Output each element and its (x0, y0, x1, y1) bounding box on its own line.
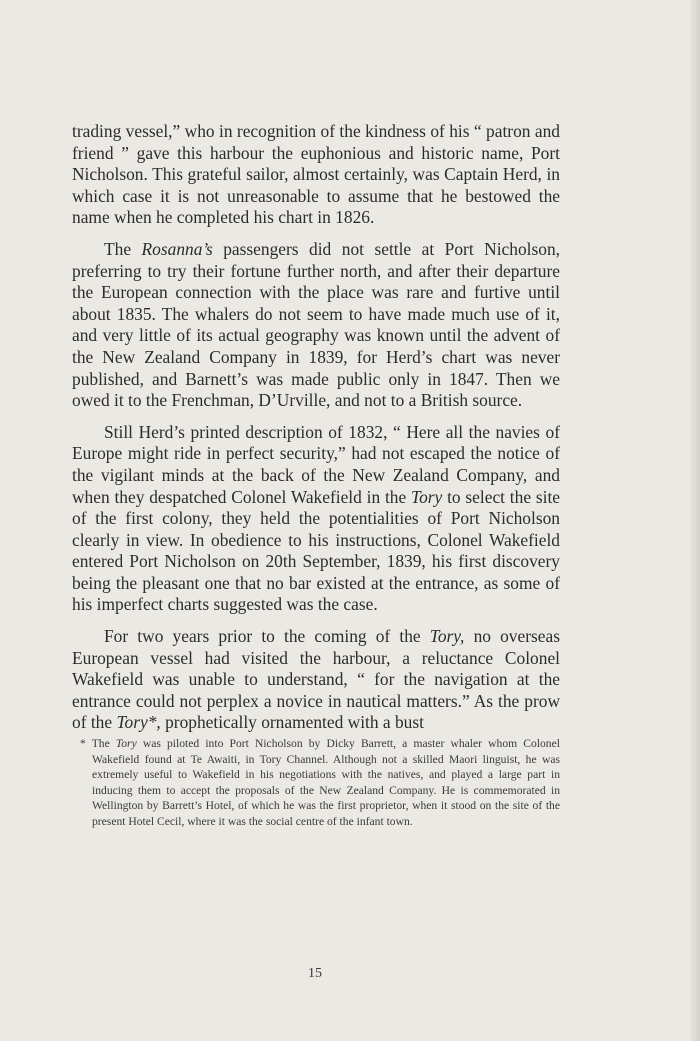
text-run: trading vessel,” who in recognition of the kindness of his “ patron and friend ” gave this harbour the euphonious and historic name, Port Nicholson. This grateful sailor, almost certainly, was Captain Herd, in which case it is not unreasonable to assume that he bestowed the name when he completed his chart in 1826. (72, 121, 560, 228)
page-number: 15 (308, 966, 322, 981)
text-run: was piloted into Port Nicholson by Dicky Barrett, a master whaler whom Colonel Wakefield found at Te Awaiti, in Tory Channel. Although not a skilled Maori linguist, he was extremely useful to Wakefield in his negotiations with the natives, and played a large part in inducing them to accept the proposals of the New Zealand Company. He is commemorated in Wellington by Barrett’s Hotel, of which he was the first proprietor, when it stood on the site of the present Hotel Cecil, where it was the social centre of the infant town. (92, 737, 560, 828)
italic-text-run: Tory (115, 737, 137, 751)
paragraph-3 (72, 422, 560, 616)
text-run: to select the site of the first colony, they held the potentialities of Port Nicholson clearly in view. In obedience to his instructions, Colonel Wakefield entered Port Nicholson on 20th September, 1839, his first discovery being the pleasant one that no bar existed at the entrance, as some of his imperfect charts suggested was the case. (72, 486, 560, 615)
paragraph-1 (72, 121, 560, 229)
footnote (72, 736, 560, 830)
italic-text-run: Tory (411, 486, 443, 507)
text-run: no overseas European vessel had visited the harbour, a reluctance Colonel Wakefield was unable to understand, “ for the navigation at the entrance could not perplex a novice in nautical matters.” As the prow of the (72, 626, 560, 733)
italic-text-run: Tory, (429, 626, 465, 647)
paragraph-2 (72, 239, 560, 412)
text-run: passengers did not settle at Port Nicholson, preferring to try their fortune further north, and after their departure the European connection with the place was rare and furtive until about 1835. The whalers do not seem to have made much use of it, and very little of its actual geography was known until the advent of the New Zealand Company in 1839, for Herd’s chart was never published, and Barnett’s was made public only in 1847. Then we owed it to the Frenchman, D’Urville, and not to a British source. (72, 238, 560, 411)
italic-text-run: Tory*, (116, 712, 161, 733)
text-run: For two years prior to the coming of the (104, 626, 430, 647)
paragraph-4 (72, 626, 560, 734)
page-edge-shadow (690, 0, 700, 1041)
text-run: The (104, 238, 142, 259)
text-run: prophetically ornamented with a bust (160, 712, 424, 733)
text-run: * The (80, 737, 116, 751)
text-run: Still Herd’s printed description of 1832, “ Here all the navies of Europe might ride in perfect security,” had not escaped the notice of the vigilant minds at the back of the New Zealand Company, and when they despatched Colonel Wakefield in the (72, 421, 560, 507)
page-body (72, 121, 560, 830)
italic-text-run: Rosanna’s (141, 238, 213, 259)
